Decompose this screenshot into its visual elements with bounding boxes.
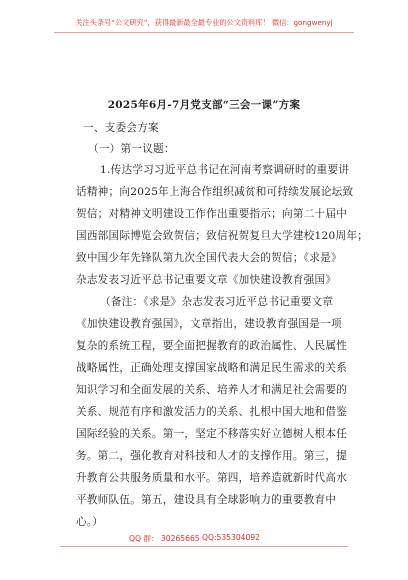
section-heading: 一、支委会方案	[83, 122, 159, 134]
paragraph2-line: 知识学习和全面发展的关系、培养人才和满足社会需要的	[76, 384, 348, 396]
paragraph1-line: 话精神；向2025年上海合作组织减贫和可持续发展论坛致	[76, 186, 354, 198]
footer-divider	[60, 546, 348, 547]
qq-contact-number: QQ:535304092	[202, 533, 260, 542]
paragraph2-line: 战略属性，正确处理支撑国家战略和满足民生需求的关系	[76, 362, 348, 374]
paragraph2-line: （备注：《求是》杂志发表习近平总书记重要文章	[100, 296, 334, 308]
paragraph2-line: 复杂的系统工程，要全面把握教育的政治属性、人民属性	[76, 340, 348, 352]
paragraph2-line: 关系、规范有序和激发活力的关系、扎根中国大地和借鉴	[76, 406, 348, 418]
paragraph2-line: 《加快建设教育强国》，文章指出，建设教育强国是一项	[76, 318, 342, 330]
paragraph1-line: 致中国少年先锋队第九次全国代表大会的贺信；《求是》	[76, 252, 342, 264]
paragraph2-line: 平教师队伍。第五，建设具有全球影响力的重要教育中	[76, 494, 337, 506]
paragraph1-line: 贺信；对精神文明建设工作作出重要指示；向第二十届中	[76, 208, 348, 220]
paragraph2-line: 国际经验的关系。第一，坚定不移落实好立德树人根本任	[76, 428, 348, 440]
qq-group-number: QQ 群： 30265665	[129, 534, 200, 543]
paragraph1-line: 1.传达学习习近平总书记在河南考察调研时的重要讲	[100, 164, 350, 176]
paragraph1-line: 国西部国际博览会致贺信；致信祝贺复旦大学建校120周年；	[76, 230, 369, 242]
promo-banner: 关注头条号“公文研究”，获得最新最全最专业的公文资料库！ 微信：gongwenyj	[75, 18, 333, 27]
subsection-heading: （一）第一议题：	[88, 143, 175, 155]
document-title: 2025年6月-7月党支部“三会一课”方案	[107, 99, 301, 111]
paragraph2-line: 心。）	[76, 516, 104, 528]
paragraph2-line: 务。第二，强化教育对科技和人才的支撑作用。第三，提	[76, 450, 348, 462]
paragraph2-line: 升教育公共服务质量和水平。第四，培养造就新时代高水	[76, 472, 348, 484]
paragraph1-line: 杂志发表习近平总书记重要文章《加快建设教育强国》	[76, 274, 337, 286]
header-divider	[54, 32, 354, 33]
